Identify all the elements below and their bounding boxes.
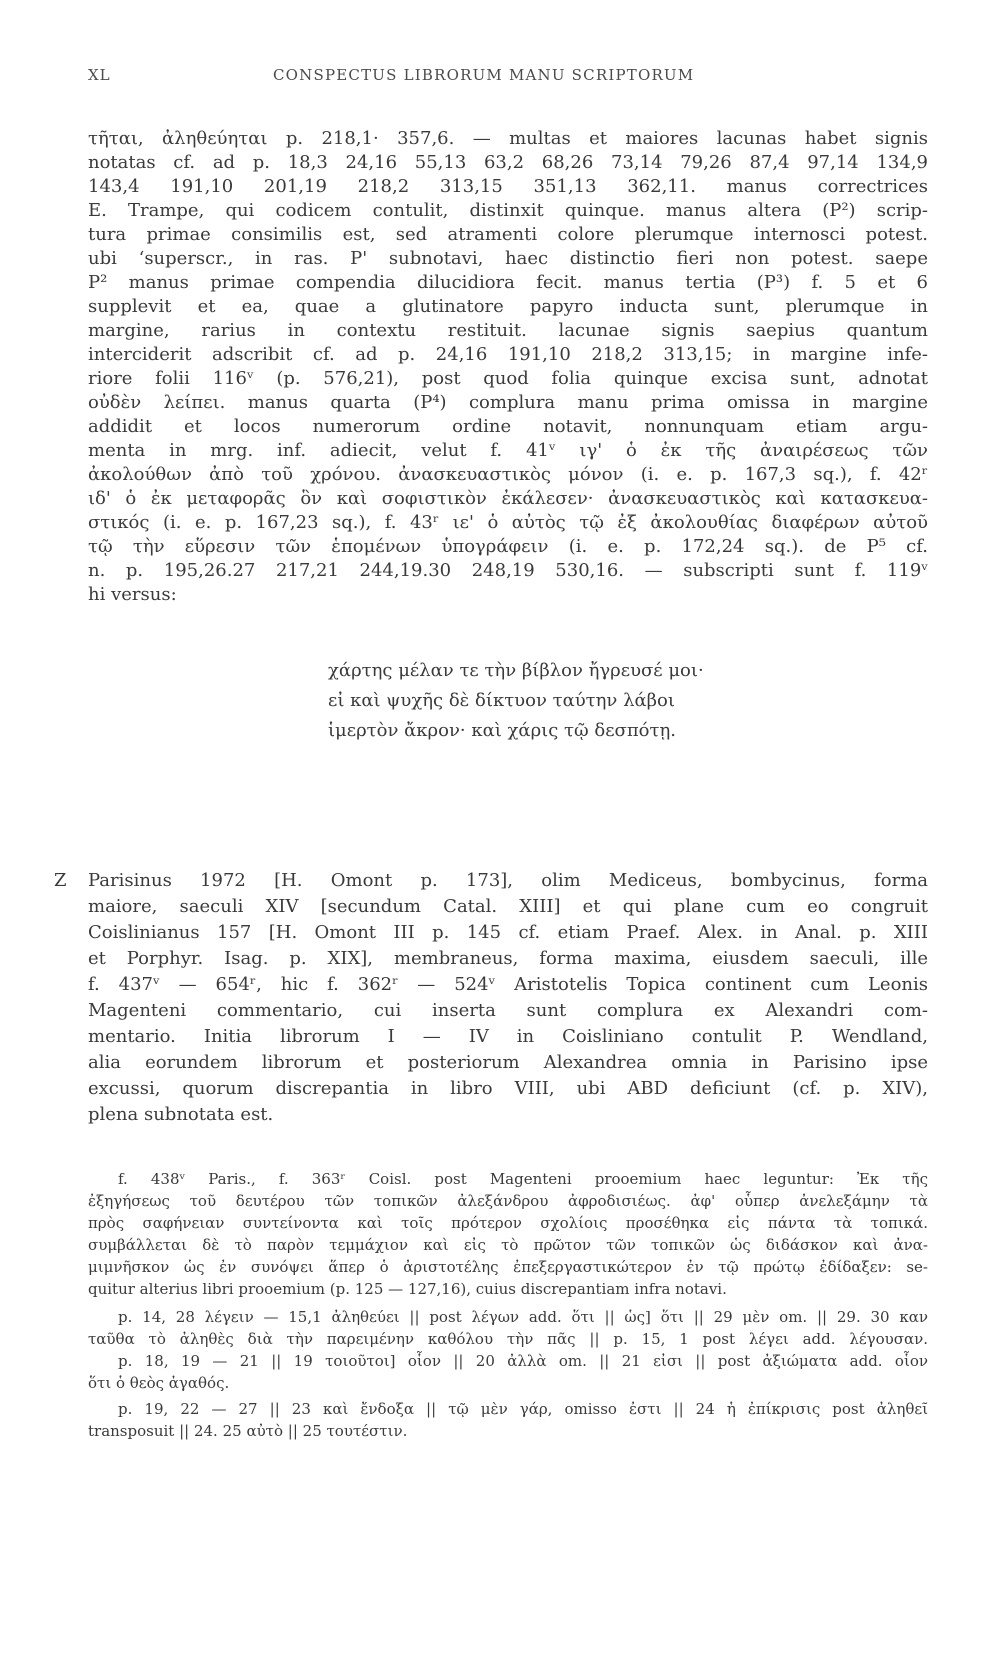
- section-line: Coislinianus 157 [H. Omont III p. 145 cf. etiam Praef. Alex. in Anal. p. XIII: [88, 922, 928, 943]
- verse-line: ἱμερτὸν ἄκρον· καὶ χάρις τῷ δεσπότῃ.: [328, 720, 676, 741]
- footnote-line: πρὸς σαφήνειαν συντείνοντα καὶ τοῖς πρότερον σχολίοις προσέθηκα εἰς πάντα τὰ τοπικά.: [88, 1214, 928, 1232]
- body-line: ἀκολούθων ἀπὸ τοῦ χρόνου. ἀνασκευαστικὸς μόνον (i. e. p. 167,3 sq.), f. 42ʳ: [88, 464, 928, 485]
- section-line: alia eorundem librorum et posteriorum Alexandrea omnia in Parisino ipse: [88, 1052, 928, 1073]
- footnote-line: ταῦθα τὸ ἀληθὲς διὰ τὴν παρειμένην καθόλου τὴν πᾶς || p. 15, 1 post λέγει add. λέγουσαν.: [88, 1330, 928, 1348]
- body-line: ιδ' ὁ ἐκ μεταφορᾶς ὃν καὶ σοφιστικὸν ἐκάλεσεν· ἀνασκευαστικὸς καὶ κατασκευα-: [88, 488, 928, 509]
- body-line: P² manus primae compendia dilucidiora fecit. manus tertia (P³) f. 5 et 6: [88, 272, 928, 293]
- footnote-line: p. 14, 28 λέγειν — 15,1 ἀληθεύει || post λέγων add. ὅτι || ὡς] ὅτι || 29 μὲν om. || 29. 30 καν: [118, 1308, 928, 1326]
- section-line: excussi, quorum discrepantia in libro VIII, ubi ABD deficiunt (cf. p. XIV),: [88, 1078, 928, 1099]
- body-line: τῷ τὴν εὕρεσιν τῶν ἑπομένων ὑπογράφειν (i. e. p. 172,24 sq.). de P⁵ cf.: [88, 536, 928, 557]
- footnote-line: p. 18, 19 — 21 || 19 τοιοῦτοι] οἷον || 20 ἀλλὰ om. || 21 εἰσι || post ἀξιώματα add. οἷον: [118, 1352, 928, 1370]
- body-line: E. Trampe, qui codicem contulit, distinxit quinque. manus altera (P²) scrip-: [88, 200, 928, 221]
- section-line: Parisinus 1972 [H. Omont p. 173], olim Mediceus, bombycinus, forma: [88, 870, 928, 891]
- footnote-line: μιμνῆσκον ὡς ἐν συνόψει ἅπερ ὁ ἀριστοτέλης ἐπεξεργαστικώτερον ἐν τῷ πρώτῳ ἐδίδαξεν: se-: [88, 1258, 928, 1276]
- page-header: [88, 66, 928, 90]
- footnote-line: ἐξηγήσεως τοῦ δευτέρου τῶν τοπικῶν ἀλεξάνδρου ἀφροδισιέως. ἀφ' οὗπερ ἀνελεξάμην τὰ: [88, 1192, 928, 1210]
- section-line: plena subnotata est.: [88, 1104, 274, 1125]
- body-line: οὐδὲν λείπει. manus quarta (P⁴) complura manu prima omissa in margine: [88, 392, 928, 413]
- section-line: Magenteni commentario, cui inserta sunt complura ex Alexandri com-: [88, 1000, 928, 1021]
- body-line: notatas cf. ad p. 18,3 24,16 55,13 63,2 68,26 73,14 79,26 87,4 97,14 134,9: [88, 152, 928, 173]
- verse-line: εἰ καὶ ψυχῆς δὲ δίκτυον ταύτην λάβοι: [328, 690, 675, 711]
- body-line: n. p. 195,26.27 217,21 244,19.30 248,19 530,16. — subscripti sunt f. 119ᵛ: [88, 560, 928, 581]
- manuscript-siglum: Z: [54, 870, 67, 891]
- body-line: στικός (i. e. p. 167,23 sq.), f. 43ʳ ιε' ὁ αὐτὸς τῷ ἐξ ἀκολουθίας διαφέρων αὐτοῦ: [88, 512, 928, 533]
- body-line: 143,4 191,10 201,19 218,2 313,15 351,13 362,11. manus correctrices: [88, 176, 928, 197]
- body-line: hi versus:: [88, 584, 177, 605]
- body-line: ubi ʻsuperscr., in ras. P' subnotavi, haec distinctio fieri non potest. saepe: [88, 248, 928, 269]
- footnote-line: transposuit || 24. 25 αὐτὸ || 25 τουτέστιν.: [88, 1422, 408, 1440]
- running-title: CONSPECTUS LIBRORUM MANU SCRIPTORUM: [273, 66, 695, 84]
- section-line: et Porphyr. Isag. p. XIX], membraneus, forma maxima, eiusdem saeculi, ille: [88, 948, 928, 969]
- body-line: riore folii 116ᵛ (p. 576,21), post quod folia quinque excisa sunt, adnotat: [88, 368, 928, 389]
- footnote-line: f. 438ᵛ Paris., f. 363ʳ Coisl. post Magenteni prooemium haec leguntur: Ἐκ τῆς: [118, 1170, 928, 1188]
- section-line: maiore, saeculi XIV [secundum Catal. XIII] et qui plane cum eo congruit: [88, 896, 928, 917]
- body-line: menta in mrg. inf. adiecit, velut f. 41ᵛ ιγ' ὁ ἐκ τῆς ἀναιρέσεως τῶν: [88, 440, 928, 461]
- body-line: tura primae consimilis est, sed atramenti colore plerumque internosci potest.: [88, 224, 928, 245]
- body-line: supplevit et ea, quae a glutinatore papyro inducta sunt, plerumque in: [88, 296, 928, 317]
- footnote-line: ὅτι ὁ θεὸς ἀγαθός.: [88, 1374, 230, 1392]
- body-line: addidit et locos numerorum ordine notavit, nonnunquam etiam argu-: [88, 416, 928, 437]
- page-number: XL: [88, 66, 111, 84]
- footnote-line: p. 19, 22 — 27 || 23 καὶ ἔνδοξα || τῷ μὲν γάρ, omisso ἐστι || 24 ἡ ἐπίκρισις post ἀληθεῖ: [118, 1400, 928, 1418]
- footnote-line: quitur alterius libri prooemium (p. 125 — 127,16), cuius discrepantiam infra notavi.: [88, 1280, 727, 1298]
- section-line: f. 437ᵛ — 654ʳ, hic f. 362ʳ — 524ᵛ Aristotelis Topica continent cum Leonis: [88, 974, 928, 995]
- body-line: margine, rarius in contextu restituit. lacunae signis saepius quantum: [88, 320, 928, 341]
- verse-line: χάρτης μέλαν τε τὴν βίβλον ἤγρευσέ μοι·: [328, 660, 704, 681]
- section-line: mentario. Initia librorum I — IV in Coisliniano contulit P. Wendland,: [88, 1026, 928, 1047]
- footnote-line: συμβάλλεται δὲ τὸ παρὸν τεμμάχιον καὶ εἰς τὸ πρῶτον τῶν τοπικῶν ὡς διδάσκον καὶ ἀνα-: [88, 1236, 928, 1254]
- body-line: interciderit adscribit cf. ad p. 24,16 191,10 218,2 313,15; in margine infe-: [88, 344, 928, 365]
- body-line: τῆται, ἀληθεύηται p. 218,1· 357,6. — multas et maiores lacunas habet signis: [88, 128, 928, 149]
